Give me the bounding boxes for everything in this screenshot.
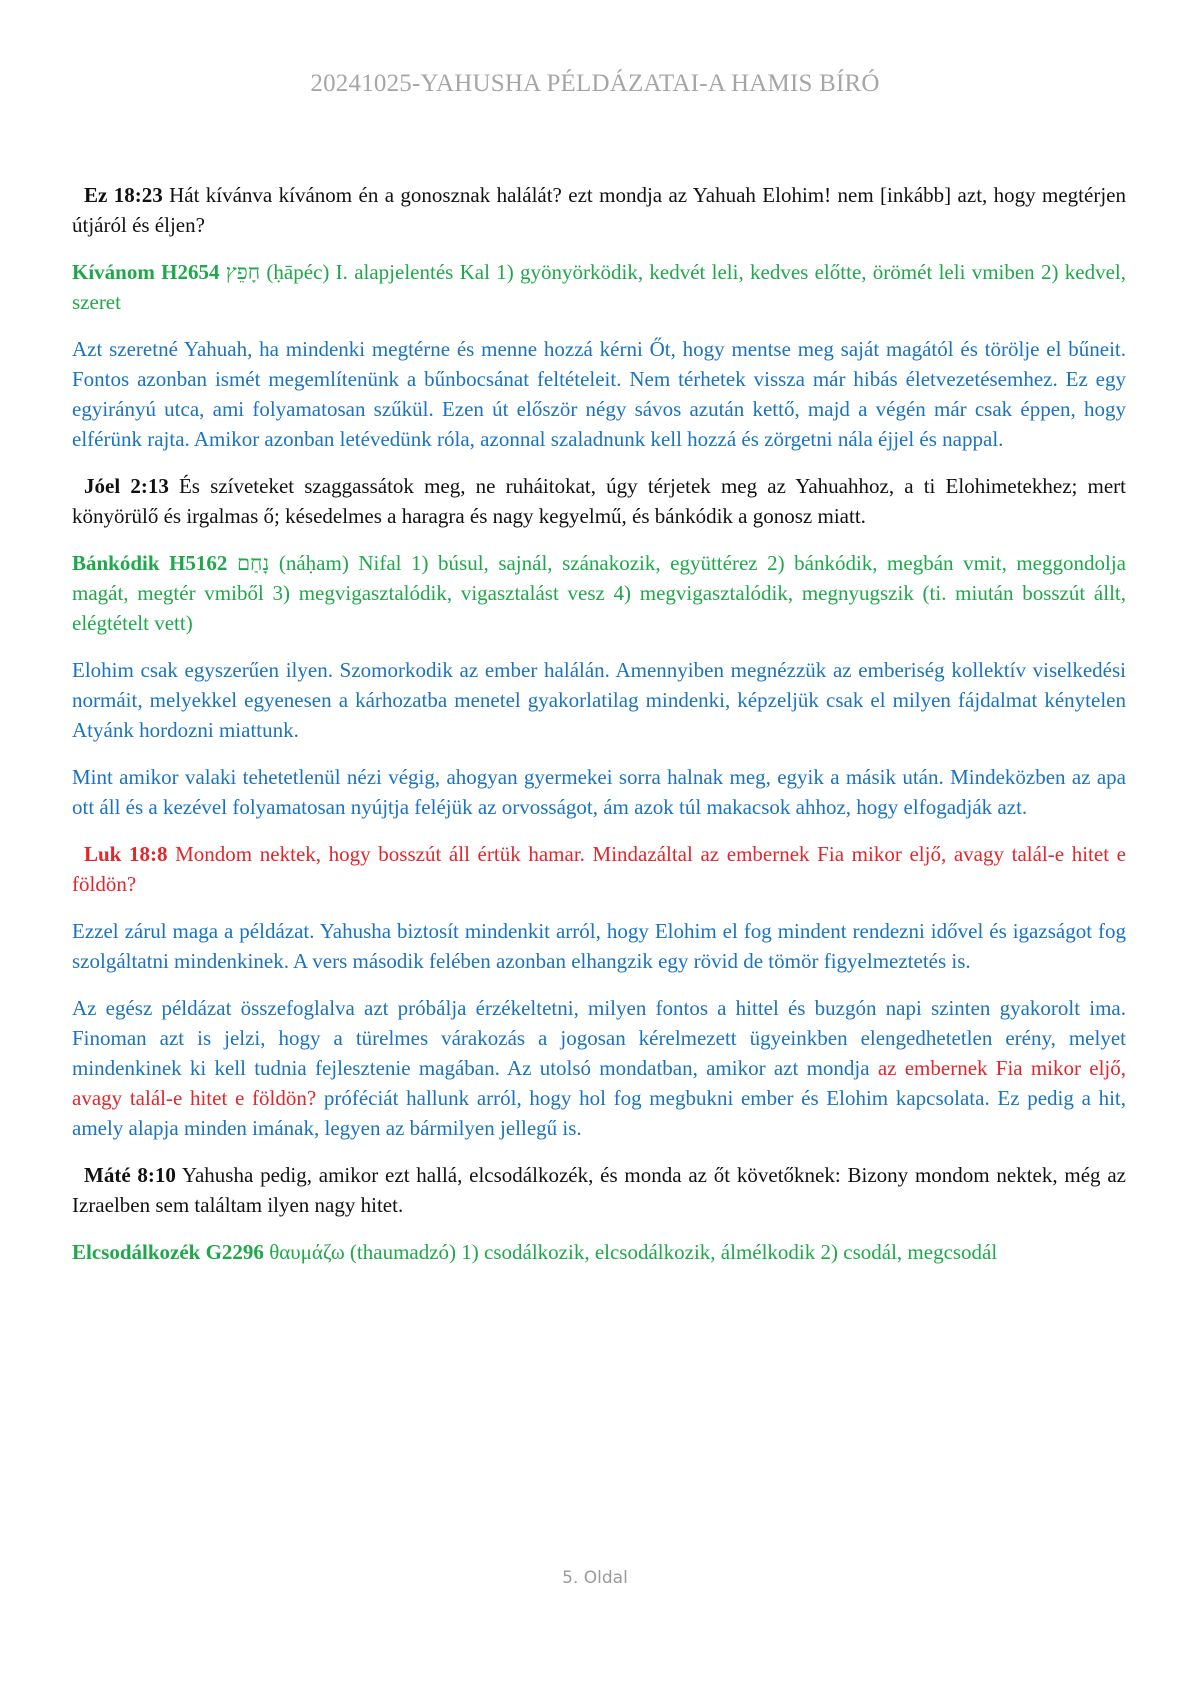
commentary-paragraph: Azt szeretné Yahuah, ha mindenki megtérne és menne hozzá kérni Őt, hogy mentse meg saját magától és törölje el bűneit. Fontos azonban ismét megemlítenünk a bűnbocsánat feltételeit. Nem térhetek vissza már hibás életvezetésemhez. Ez egy egyirányú utca, ami folyamatosan szűkül. Ezen út először négy sávos azután kettő, majd a végén már csak éppen, hogy elférünk rajta. Amikor azonban letévedünk róla, azonnal szaladnunk kell hozzá és zörgetni nála éjjel és nappal. [72, 337, 1126, 451]
commentary-paragraph: Ezzel zárul maga a példázat. Yahusha biztosít mindenkit arról, hogy Elohim el fog mindent rendezni idővel és igazságot fog szolgáltatni mindenkinek. A vers második felében azonban elhangzik egy rövid de tömör figyelmeztetés is. [72, 919, 1126, 973]
verse-text: Mondom nektek, hogy bosszút áll értük hamar. Mindazáltal az embernek Fia mikor eljő, avagy talál-e hitet e földön? [72, 842, 1126, 896]
dictionary-definition: חָפֵץ (ḥāpéc) I. alapjelentés Kal 1) gyönyörködik, kedvét leli, kedves előtte, örömét leli vmiben 2) kedvel, szeret [72, 260, 1126, 314]
verse-reference: Jóel 2:13 [84, 474, 169, 498]
page-number: 5. Oldal [562, 1568, 628, 1588]
commentary-paragraph: Mint amikor valaki tehetetlenül nézi végig, ahogyan gyermekei sorra halnak meg, egyik a másik után. Mindeközben az apa ott áll és a kezével folyamatosan nyújtja feléjük az orvosságot, ám azok túl makacsok ahhoz, hogy elfogadják azt. [72, 765, 1126, 819]
commentary-paragraph [72, 993, 1126, 1143]
verse-text: Yahusha pedig, amikor ezt hallá, elcsodálkozék, és monda az őt követőknek: Bizony mondom nektek, még az Izraelben sem találtam ilyen nagy hitet. [72, 1163, 1126, 1217]
verse-matthew-8-10 [72, 1160, 1126, 1220]
verse-reference: Máté 8:10 [84, 1163, 176, 1187]
verse-reference: Luk 18:8 [84, 842, 168, 866]
verse-joel-2-13 [72, 471, 1126, 531]
verse-ezekiel-18-23 [72, 180, 1126, 240]
dictionary-definition: θαυμάζω (thaumadzó) 1) csodálkozik, elcsodálkozik, álmélkodik 2) csodál, megcsodál [263, 1240, 998, 1264]
verse-text: És szíveteket szaggassátok meg, ne ruháitokat, úgy térjetek meg az Yahuahhoz, a ti Elohimetekhez; mert könyörülő és irgalmas ő; késedelmes a haragra és nagy kegyelmű, és bánkódik a gonosz miatt. [72, 474, 1126, 528]
dictionary-entry-h5162 [72, 548, 1126, 638]
quoted-verse-text: az embernek Fia mikor eljő, avagy talál-e hitet e földön? [72, 1056, 1127, 1110]
verse-reference: Ez 18:23 [84, 183, 163, 207]
document-body [72, 180, 1126, 1284]
dictionary-entry-g2296 [72, 1237, 1126, 1267]
dictionary-term: Elcsodálkozék G2296 [72, 1240, 264, 1264]
commentary-text: Az egész példázat összefoglalva azt próbálja érzékeltetni, milyen fontos a hittel és buzgón napi szinten gyakorolt ima. Finoman azt is jelzi, hogy a türelmes várakozás a jogosan kérelmezett ügyeinkben elengedhetetlen erény, melyet mindenkinek ki kell tudnia fejlesztenie magában. Az utolsó mondatban, amikor azt mondja [72, 996, 1126, 1080]
dictionary-term: Bánkódik H5162 [72, 551, 228, 575]
verse-text: Hát kívánva kívánom én a gonosznak halálát? ezt mondja az Yahuah Elohim! nem [inkább] azt, hogy megtérjen útjáról és éljen? [72, 183, 1126, 237]
verse-luke-18-8 [72, 839, 1126, 899]
dictionary-term: Kívánom H2654 [72, 260, 220, 284]
dictionary-entry-h2654 [72, 257, 1126, 317]
commentary-text: próféciát hallunk arról, hogy hol fog megbukni ember és Elohim kapcsolata. Ez pedig a hit, amely alapja minden imának, legyen az bármilyen jellegű is. [72, 1086, 1126, 1140]
commentary-paragraph: Elohim csak egyszerűen ilyen. Szomorkodik az ember halálán. Amennyiben megnézzük az emberiség kollektív viselkedési normáit, melyekkel egyenesen a kárhozatba menetel gyakorlatilag mindenki, képzeljük csak el milyen fájdalmat kénytelen Atyánk hordozni miattunk. [72, 658, 1126, 742]
dictionary-definition: נָחַם (náḥam) Nifal 1) búsul, sajnál, szánakozik, együttérez 2) bánkódik, megbán vmit, meggondolja magát, megtér vmiből 3) megvigasztalódik, vigasztalást vesz 4) megvigasztalódik, megnyugszik (ti. miután bosszút állt, elégtételt vett) [72, 551, 1126, 635]
page-header-title: 20241025-YAHUSHA PÉLDÁZATAI-A HAMIS BÍRÓ [310, 70, 880, 97]
